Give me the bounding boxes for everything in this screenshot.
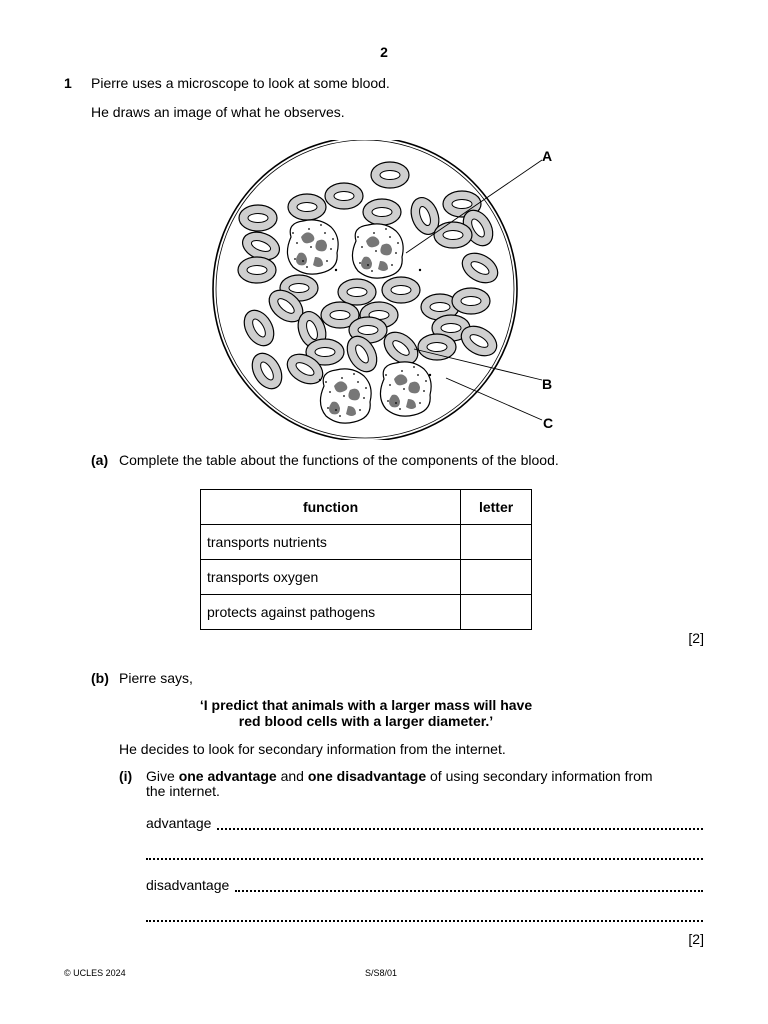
- diagram-label-b: B: [542, 376, 553, 392]
- diagram-label-c: C: [543, 415, 554, 431]
- sub-i-text-bold1: one advantage: [178, 768, 277, 784]
- table-row: [201, 525, 532, 560]
- sub-question-i-text: [146, 768, 653, 784]
- diagram-label-a: A: [542, 148, 553, 164]
- table-header-row: [201, 490, 532, 525]
- footer-paper-code: S/S8/01: [365, 968, 398, 978]
- sub-question-i-text-line2: the internet.: [146, 783, 220, 799]
- table-cell-function: transports oxygen: [201, 560, 461, 595]
- part-b-i-marks: [2]: [688, 931, 704, 947]
- part-b-label: (b): [91, 670, 109, 686]
- disadvantage-answer-line-2[interactable]: [146, 920, 703, 922]
- sub-i-text-pre: Give: [146, 768, 179, 784]
- page-number: 2: [380, 44, 388, 60]
- advantage-answer-line-1[interactable]: [217, 828, 703, 830]
- table-header-function: function: [201, 490, 461, 525]
- table-cell-letter-answer[interactable]: [461, 595, 532, 630]
- sub-i-text-post: of using secondary information from: [426, 768, 653, 784]
- table-cell-letter-answer[interactable]: [461, 525, 532, 560]
- question-intro-line1: Pierre uses a microscope to look at some blood.: [91, 75, 390, 91]
- footer-copyright: © UCLES 2024: [64, 968, 126, 978]
- table-cell-letter-answer[interactable]: [461, 560, 532, 595]
- table-cell-function: transports nutrients: [201, 525, 461, 560]
- sub-i-text-mid: and: [276, 768, 308, 784]
- table-row: [201, 595, 532, 630]
- quote-line2: red blood cells with a larger diameter.’: [238, 713, 494, 729]
- part-b-decides: He decides to look for secondary information from the internet.: [119, 741, 506, 757]
- question-number: 1: [64, 75, 72, 91]
- table-row: [201, 560, 532, 595]
- sub-i-text-bold2: one disadvantage: [307, 768, 427, 784]
- table-header-letter: letter: [461, 490, 532, 525]
- part-a-marks: [2]: [688, 630, 704, 646]
- question-intro-line2: He draws an image of what he observes.: [91, 104, 345, 120]
- blood-smear-diagram: [200, 140, 570, 440]
- advantage-answer-line-2[interactable]: [146, 858, 703, 860]
- disadvantage-label: disadvantage: [146, 877, 230, 893]
- functions-table: [200, 489, 532, 630]
- advantage-label: advantage: [146, 815, 212, 831]
- part-a-instruction: Complete the table about the functions of the components of the blood.: [119, 452, 559, 468]
- part-b-intro: Pierre says,: [119, 670, 193, 686]
- disadvantage-answer-line-1[interactable]: [235, 890, 703, 892]
- table-cell-function: protects against pathogens: [201, 595, 461, 630]
- quote-line1: ‘I predict that animals with a larger mass will have: [199, 697, 533, 713]
- part-a-label: (a): [91, 452, 109, 468]
- sub-question-i-label: (i): [119, 768, 133, 784]
